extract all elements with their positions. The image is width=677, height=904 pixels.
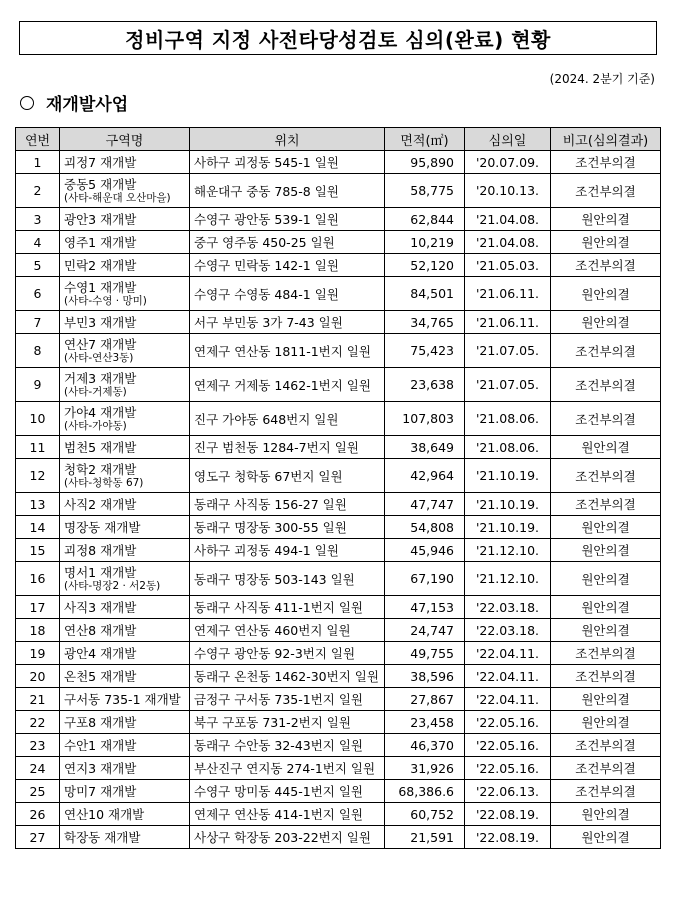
row-number: 21 <box>16 688 60 711</box>
col-header-area: 면적(㎡) <box>385 128 465 151</box>
review-date: '22.08.19. <box>465 803 551 826</box>
area-value: 84,501 <box>385 277 465 311</box>
date-note: (2024. 2분기 기준) <box>549 72 655 86</box>
location: 중구 영주동 450-25 일원 <box>190 231 385 254</box>
review-result: 조건부의결 <box>551 151 661 174</box>
table-row <box>16 619 661 642</box>
review-result: 원안의결 <box>551 596 661 619</box>
location: 동래구 명장동 300-55 일원 <box>190 516 385 539</box>
review-result: 조건부의결 <box>551 493 661 516</box>
table-row <box>16 334 661 368</box>
area-value: 45,946 <box>385 539 465 562</box>
project-name-cell <box>60 436 190 459</box>
review-date: '22.05.16. <box>465 711 551 734</box>
project-name-cell <box>60 539 190 562</box>
project-name: 망미7 재개발 <box>64 783 137 799</box>
area-value: 31,926 <box>385 757 465 780</box>
review-result: 원안의결 <box>551 539 661 562</box>
row-number: 27 <box>16 826 60 849</box>
area-value: 27,867 <box>385 688 465 711</box>
row-number: 23 <box>16 734 60 757</box>
area-value: 49,755 <box>385 642 465 665</box>
review-result: 조건부의결 <box>551 665 661 688</box>
review-result: 조건부의결 <box>551 459 661 493</box>
area-value: 42,964 <box>385 459 465 493</box>
project-name-cell <box>60 402 190 436</box>
project-name-cell <box>60 780 190 803</box>
table-header-row <box>16 128 661 151</box>
row-number: 17 <box>16 596 60 619</box>
review-result: 조건부의결 <box>551 334 661 368</box>
table-row <box>16 174 661 208</box>
row-number: 3 <box>16 208 60 231</box>
table-row <box>16 596 661 619</box>
location: 수영구 망미동 445-1번지 일원 <box>190 780 385 803</box>
review-date: '21.10.19. <box>465 459 551 493</box>
location: 사하구 괴정동 494-1 일원 <box>190 539 385 562</box>
area-value: 21,591 <box>385 826 465 849</box>
project-subname: (사타-명장2 · 서2동) <box>64 580 161 592</box>
row-number: 15 <box>16 539 60 562</box>
location: 사상구 학장동 203-22번지 일원 <box>190 826 385 849</box>
review-result: 원안의결 <box>551 277 661 311</box>
row-number: 26 <box>16 803 60 826</box>
row-number: 22 <box>16 711 60 734</box>
page-title: 정비구역 지정 사전타당성검토 심의(완료) 현황 <box>19 21 657 55</box>
area-value: 38,596 <box>385 665 465 688</box>
location: 수영구 민락동 142-1 일원 <box>190 254 385 277</box>
project-name-cell <box>60 757 190 780</box>
review-date: '22.04.11. <box>465 688 551 711</box>
table-row <box>16 688 661 711</box>
table-row <box>16 208 661 231</box>
project-name: 수안1 재개발 <box>64 737 137 753</box>
review-date: '21.12.10. <box>465 539 551 562</box>
project-name: 구서동 735-1 재개발 <box>64 691 181 707</box>
project-subname: (사타-가야동) <box>64 420 127 432</box>
project-name: 부민3 재개발 <box>64 314 137 330</box>
area-value: 23,638 <box>385 368 465 402</box>
area-value: 47,747 <box>385 493 465 516</box>
review-date: '21.04.08. <box>465 208 551 231</box>
row-number: 14 <box>16 516 60 539</box>
review-date: '22.03.18. <box>465 619 551 642</box>
review-date: '21.06.11. <box>465 311 551 334</box>
table-row <box>16 642 661 665</box>
table-row <box>16 402 661 436</box>
table-row <box>16 539 661 562</box>
project-name: 영주1 재개발 <box>64 234 137 250</box>
review-date: '21.08.06. <box>465 402 551 436</box>
col-header-no: 연번 <box>16 128 60 151</box>
review-date: '21.08.06. <box>465 436 551 459</box>
location: 부산진구 연지동 274-1번지 일원 <box>190 757 385 780</box>
review-result: 조건부의결 <box>551 402 661 436</box>
area-value: 52,120 <box>385 254 465 277</box>
project-name-cell <box>60 277 190 311</box>
table-row <box>16 711 661 734</box>
row-number: 6 <box>16 277 60 311</box>
location: 해운대구 중동 785-8 일원 <box>190 174 385 208</box>
table-row <box>16 231 661 254</box>
review-result: 조건부의결 <box>551 254 661 277</box>
review-result: 조건부의결 <box>551 174 661 208</box>
project-name-cell <box>60 826 190 849</box>
project-name-cell <box>60 208 190 231</box>
project-name-cell <box>60 642 190 665</box>
row-number: 18 <box>16 619 60 642</box>
row-number: 12 <box>16 459 60 493</box>
review-result: 원안의결 <box>551 711 661 734</box>
col-header-name: 구역명 <box>60 128 190 151</box>
area-value: 60,752 <box>385 803 465 826</box>
project-name-cell <box>60 619 190 642</box>
project-name-cell <box>60 311 190 334</box>
table-row <box>16 826 661 849</box>
row-number: 13 <box>16 493 60 516</box>
section-heading <box>20 90 128 115</box>
project-subname: (사타-수영 · 망미) <box>64 295 147 307</box>
row-number: 11 <box>16 436 60 459</box>
location: 동래구 사직동 156-27 일원 <box>190 493 385 516</box>
table-row <box>16 734 661 757</box>
table-row <box>16 277 661 311</box>
project-name-cell <box>60 493 190 516</box>
area-value: 67,190 <box>385 562 465 596</box>
table-row <box>16 254 661 277</box>
col-header-location: 위치 <box>190 128 385 151</box>
area-value: 46,370 <box>385 734 465 757</box>
review-date: '20.07.09. <box>465 151 551 174</box>
location: 북구 구포동 731-2번지 일원 <box>190 711 385 734</box>
location: 수영구 수영동 484-1 일원 <box>190 277 385 311</box>
project-name-cell <box>60 734 190 757</box>
review-date: '22.04.11. <box>465 642 551 665</box>
project-name-cell <box>60 596 190 619</box>
circle-bullet-icon <box>20 96 34 110</box>
table-row <box>16 368 661 402</box>
project-name: 연지3 재개발 <box>64 760 137 776</box>
table-row <box>16 516 661 539</box>
location: 연제구 연산동 460번지 일원 <box>190 619 385 642</box>
section-label: 재개발사업 <box>46 95 129 115</box>
col-header-note: 비고(심의결과) <box>551 128 661 151</box>
row-number: 5 <box>16 254 60 277</box>
project-name: 거제3 재개발 <box>64 371 137 386</box>
project-name-cell <box>60 368 190 402</box>
review-date: '21.07.05. <box>465 334 551 368</box>
project-name: 범천5 재개발 <box>64 439 137 455</box>
location: 연제구 거제동 1462-1번지 일원 <box>190 368 385 402</box>
location: 영도구 청학동 67번지 일원 <box>190 459 385 493</box>
review-result: 조건부의결 <box>551 368 661 402</box>
review-date: '22.08.19. <box>465 826 551 849</box>
row-number: 8 <box>16 334 60 368</box>
review-result: 원안의결 <box>551 562 661 596</box>
row-number: 10 <box>16 402 60 436</box>
col-header-date: 심의일 <box>465 128 551 151</box>
row-number: 7 <box>16 311 60 334</box>
location: 사하구 괴정동 545-1 일원 <box>190 151 385 174</box>
project-name: 학장동 재개발 <box>64 829 141 845</box>
project-name: 연산10 재개발 <box>64 806 145 822</box>
area-value: 10,219 <box>385 231 465 254</box>
area-value: 62,844 <box>385 208 465 231</box>
project-subname: (사타-청학동 67) <box>64 477 144 489</box>
location: 동래구 명장동 503-143 일원 <box>190 562 385 596</box>
location: 동래구 온천동 1462-30번지 일원 <box>190 665 385 688</box>
review-result: 원안의결 <box>551 516 661 539</box>
project-name-cell <box>60 711 190 734</box>
review-result: 조건부의결 <box>551 642 661 665</box>
project-name: 구포8 재개발 <box>64 714 137 730</box>
location: 진구 가야동 648번지 일원 <box>190 402 385 436</box>
row-number: 20 <box>16 665 60 688</box>
row-number: 2 <box>16 174 60 208</box>
project-name-cell <box>60 231 190 254</box>
project-name: 광안4 재개발 <box>64 645 137 661</box>
project-name: 온천5 재개발 <box>64 668 137 684</box>
project-name: 명장동 재개발 <box>64 519 141 535</box>
table-row <box>16 493 661 516</box>
project-name-cell <box>60 174 190 208</box>
review-result: 원안의결 <box>551 826 661 849</box>
project-name: 민락2 재개발 <box>64 257 137 273</box>
area-value: 24,747 <box>385 619 465 642</box>
project-name: 연산7 재개발 <box>64 337 137 352</box>
location: 금정구 구서동 735-1번지 일원 <box>190 688 385 711</box>
project-table <box>15 127 661 849</box>
location: 연제구 연산동 1811-1번지 일원 <box>190 334 385 368</box>
location: 동래구 수안동 32-43번지 일원 <box>190 734 385 757</box>
review-date: '20.10.13. <box>465 174 551 208</box>
project-name-cell <box>60 334 190 368</box>
location: 서구 부민동 3가 7-43 일원 <box>190 311 385 334</box>
project-name-cell <box>60 516 190 539</box>
review-result: 조건부의결 <box>551 780 661 803</box>
review-result: 원안의결 <box>551 436 661 459</box>
review-result: 원안의결 <box>551 208 661 231</box>
area-value: 107,803 <box>385 402 465 436</box>
row-number: 25 <box>16 780 60 803</box>
project-name: 괴정7 재개발 <box>64 154 137 170</box>
review-result: 원안의결 <box>551 231 661 254</box>
table-row <box>16 436 661 459</box>
table-row <box>16 803 661 826</box>
row-number: 9 <box>16 368 60 402</box>
review-result: 원안의결 <box>551 688 661 711</box>
review-result: 원안의결 <box>551 803 661 826</box>
review-result: 조건부의결 <box>551 757 661 780</box>
table-row <box>16 459 661 493</box>
project-name-cell <box>60 254 190 277</box>
project-name: 청학2 재개발 <box>64 462 137 477</box>
table-row <box>16 780 661 803</box>
review-date: '22.04.11. <box>465 665 551 688</box>
row-number: 19 <box>16 642 60 665</box>
project-subname: (사타-연산3동) <box>64 352 134 364</box>
project-name-cell <box>60 151 190 174</box>
location: 수영구 광안동 92-3번지 일원 <box>190 642 385 665</box>
project-name: 연산8 재개발 <box>64 622 137 638</box>
project-name: 괴정8 재개발 <box>64 542 137 558</box>
row-number: 24 <box>16 757 60 780</box>
area-value: 47,153 <box>385 596 465 619</box>
area-value: 58,775 <box>385 174 465 208</box>
project-subname: (사타-해운대 오산마을) <box>64 192 171 204</box>
area-value: 75,423 <box>385 334 465 368</box>
location: 진구 범천동 1284-7번지 일원 <box>190 436 385 459</box>
area-value: 68,386.6 <box>385 780 465 803</box>
review-result: 원안의결 <box>551 311 661 334</box>
area-value: 54,808 <box>385 516 465 539</box>
table-row <box>16 757 661 780</box>
review-date: '21.05.03. <box>465 254 551 277</box>
review-date: '21.04.08. <box>465 231 551 254</box>
project-name: 명서1 재개발 <box>64 565 137 580</box>
review-date: '21.06.11. <box>465 277 551 311</box>
project-subname: (사타-거제동) <box>64 386 127 398</box>
row-number: 1 <box>16 151 60 174</box>
project-name: 중동5 재개발 <box>64 177 137 192</box>
project-name-cell <box>60 459 190 493</box>
review-date: '22.03.18. <box>465 596 551 619</box>
review-date: '21.12.10. <box>465 562 551 596</box>
location: 동래구 사직동 411-1번지 일원 <box>190 596 385 619</box>
location: 연제구 연산동 414-1번지 일원 <box>190 803 385 826</box>
review-date: '21.10.19. <box>465 493 551 516</box>
review-date: '21.07.05. <box>465 368 551 402</box>
area-value: 34,765 <box>385 311 465 334</box>
table-row <box>16 151 661 174</box>
row-number: 16 <box>16 562 60 596</box>
project-name: 가야4 재개발 <box>64 405 137 420</box>
project-name-cell <box>60 688 190 711</box>
project-name: 수영1 재개발 <box>64 280 137 295</box>
project-name-cell <box>60 665 190 688</box>
table-row <box>16 311 661 334</box>
review-date: '22.05.16. <box>465 734 551 757</box>
row-number: 4 <box>16 231 60 254</box>
project-name: 사직2 재개발 <box>64 496 137 512</box>
project-name: 광안3 재개발 <box>64 211 137 227</box>
review-date: '22.05.16. <box>465 757 551 780</box>
location: 수영구 광안동 539-1 일원 <box>190 208 385 231</box>
review-result: 원안의결 <box>551 619 661 642</box>
table-row <box>16 562 661 596</box>
area-value: 95,890 <box>385 151 465 174</box>
review-date: '22.06.13. <box>465 780 551 803</box>
area-value: 38,649 <box>385 436 465 459</box>
area-value: 23,458 <box>385 711 465 734</box>
project-name-cell <box>60 562 190 596</box>
review-date: '21.10.19. <box>465 516 551 539</box>
project-name-cell <box>60 803 190 826</box>
project-name: 사직3 재개발 <box>64 599 137 615</box>
review-result: 조건부의결 <box>551 734 661 757</box>
table-row <box>16 665 661 688</box>
